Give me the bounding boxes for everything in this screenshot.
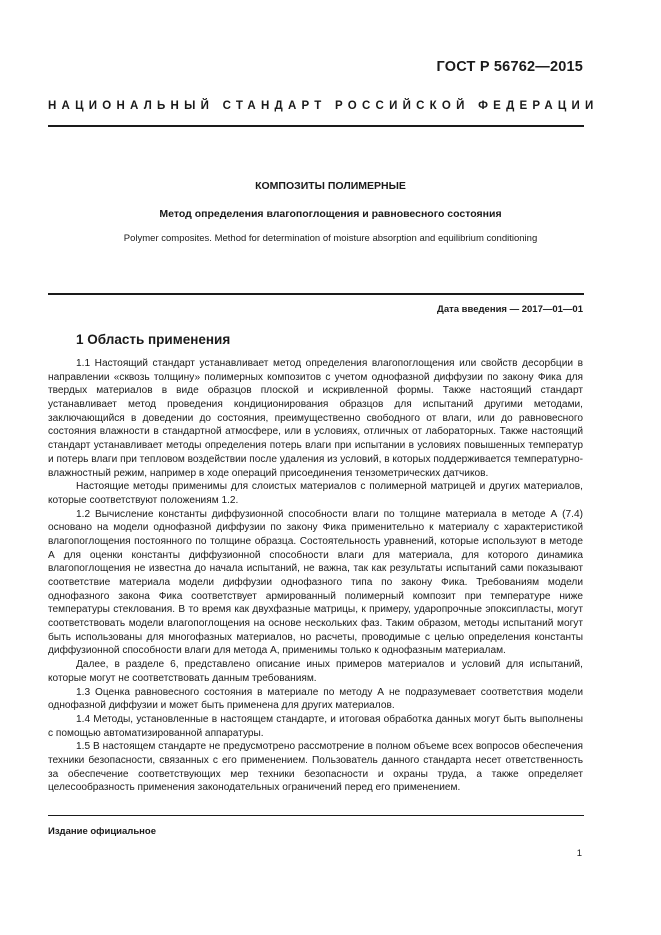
section-heading: 1 Область применения — [76, 332, 231, 347]
document-title: КОМПОЗИТЫ ПОЛИМЕРНЫЕ — [255, 180, 406, 192]
title-divider — [48, 293, 584, 295]
paragraph-1-1-applicability: Настоящие методы применимы для слоистых материалов с полимерной матрицей и других материалов, которые соответствуют положениям 1.2. — [48, 481, 583, 506]
paragraph-1-3: 1.3 Оценка равновесного состояния в материале по методу А не подразумевает соответствия модели однофазной диффузии и может быть применена для других материалов. — [48, 686, 583, 712]
standard-number: ГОСТ Р 56762—2015 — [436, 59, 583, 75]
paragraph-1-5: 1.5 В настоящем стандарте не предусмотрено рассмотрение в полном объеме всех вопросов обеспечения техники безопасности, связанных с его применением. Пользователь данного стандарта несет ответственность за обеспечение соответствующих мер техники безопасности и охраны труда, а также определяет целесообразность применения законодательных ограничений перед его применением. — [48, 741, 583, 794]
paragraph-1-4: 1.4 Методы, установленные в настоящем стандарте, и итоговая обработка данных могут быть выполнены с помощью автоматизированной аппаратуры. — [48, 713, 583, 739]
document-subtitle: Метод определения влагопоглощения и равновесного состояния — [159, 208, 502, 220]
english-title: Polymer composites. Method for determination of moisture absorption and equilibrium conditioning — [123, 233, 538, 244]
paragraph-1-2: 1.2 Вычисление константы диффузионной способности влаги по толщине материала в методе А (7.4) основано на модели однофазной диффузии по закону Фика применительно к материалу с характеристикой влагопоглощения постоянного по толщине образца. Состоятельность уравнений, которые используют в методе А для оценки константы диффузионной способности влаги для материала, для которого динамика влагопоглощения не известна до начала испытаний, не важна, так как результаты испытаний сами показывают соответствие материала модели диффузии однофазного типа по закону Фика. Требованиям модели однофазного закона Фика соответствует армированный полимерный композит при температуре ниже температуры стеклования. В то время как двухфазные матрицы, к примеру, ударопрочные эпоксипласты, могут соответствовать модели влагопоглощения на основе нескольких фаз. Таким образом, методы испытаний могут быть использованы для многофазных материалов, но расчеты, проводимые с целью определения константы диффузионной способности влаги для метода А, применимы только к однофазным материалам. — [48, 508, 583, 657]
page-number: 1 — [576, 848, 582, 859]
edition-label: Издание официальное — [48, 826, 156, 837]
introduction-date: Дата введения — 2017—01—01 — [437, 304, 583, 315]
header-divider — [48, 125, 584, 127]
paragraph-1-1: 1.1 Настоящий стандарт устанавливает метод определения влагопоглощения или свойств десорбции в направлении «сквозь толщину» полимерных композитов с учетом однофазной диффузии по закону Фика для твердых материалов в виде образцов плоской и искривленной формы. Также настоящий стандарт устанавливает метод проведения кондиционирования образцов для испытаний другими методами, заключающийся в доведении до состояния, преимущественно свободного от влаги, или до равновесного состояния влажности в стандартной атмосфере, или в условиях, отличных от лабораторных. Также настоящий стандарт устанавливает методы определения потерь влаги при испытании в условиях повышенных температур и потерь влаги при тепловом воздействии после удаления из условий, в которых поддерживается температурно-влажностный режим, например в ходе операций присоединения тензометрических датчиков. — [48, 358, 583, 479]
section-body — [48, 357, 583, 795]
footer-divider — [48, 815, 584, 816]
paragraph-1-2-note: Далее, в разделе 6, представлено описание иных примеров материалов и условий для испытаний, которые могут не соответствовать данным требованиям. — [48, 659, 583, 684]
national-standard-heading: НАЦИОНАЛЬНЫЙ СТАНДАРТ РОССИЙСКОЙ ФЕДЕРАЦИИ — [48, 100, 599, 112]
